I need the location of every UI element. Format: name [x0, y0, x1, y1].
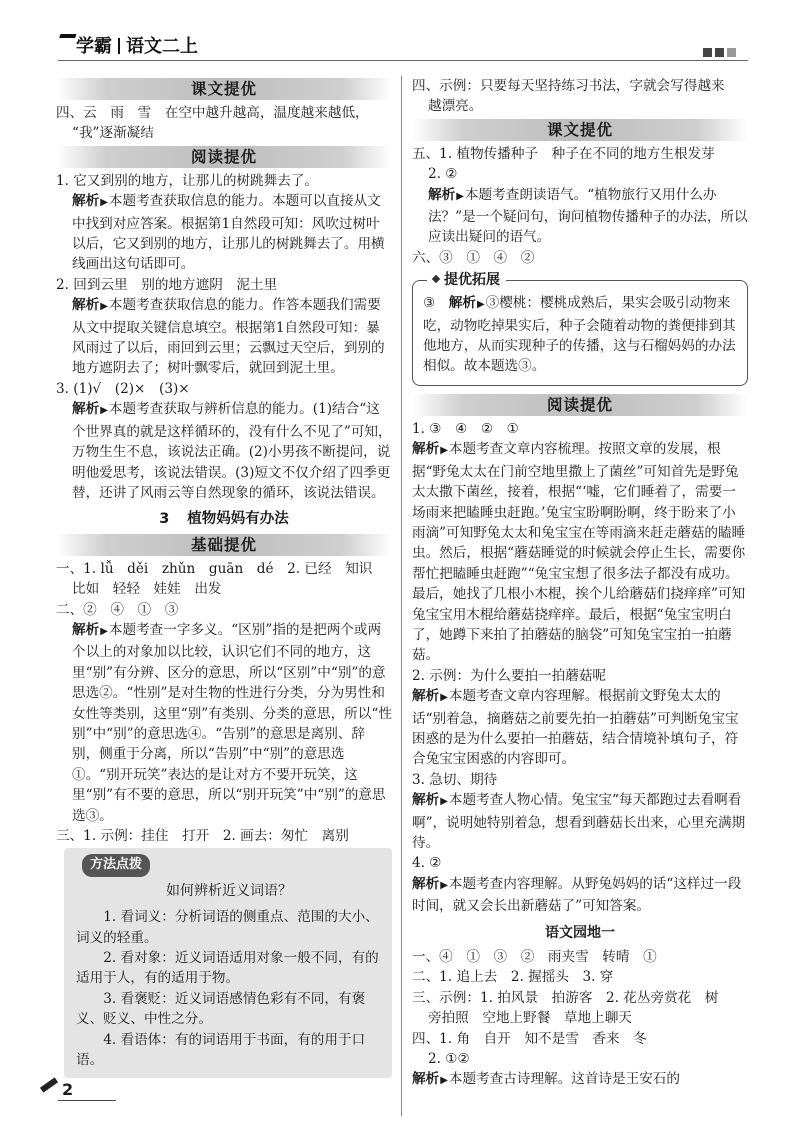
analysis-paragraph	[412, 185, 748, 248]
analysis-paragraph	[56, 620, 392, 826]
section-title-kewen: 课文提优	[56, 78, 392, 100]
analysis-text: 本题考查内容理解。从野兔妈妈的话“这样过一段时间，就又会长出新蘑菇了”可知答案。	[412, 875, 742, 915]
graduation-cap-icon	[55, 34, 76, 48]
answer-line: 2. 回到云里 别的地方遮阴 泥土里	[56, 276, 278, 293]
answer-line: 2. 示例：为什么要拍一拍蘑菇呢	[412, 667, 607, 684]
answer-line: 三、示例：1. 拍风景 拍游客 2. 花丛旁赏花 树	[412, 989, 719, 1006]
analysis-label: 解析 ▶	[412, 1071, 449, 1087]
analysis-text: 本题考查文章内容梳理。按照文章的发展，根据“野兔太太在门前空地里撒上了菌丝”可知首先是野兔太太撒下菌丝，接着，根据“‘嘘，它们睡着了，需要一场雨来把瞌睡虫赶跑。’兔宝宝盼啊盼啊，终于盼来了小雨滴”可知野兔太太和兔宝宝在等雨滴来赶走蘑菇的瞌睡虫。然后，根据“蘑菇睡觉的时候就会停止生长，需要你帮忙把瞌睡虫赶跑”“兔宝宝想了很多法子都没有成功。最后，她找了几根小木棍，挨个儿给蘑菇们挠痒痒”可知兔宝宝用木棍给蘑菇挠痒痒。最后，根据“兔宝宝明白了，她蹲下来拍了拍蘑菇的脑袋”可知兔宝宝拍一拍蘑菇。	[412, 441, 746, 664]
method-item: 4. 看语体：有的词语用于书面，有的用于口语。	[76, 1031, 366, 1069]
header-rule	[58, 60, 748, 61]
answer-line: “我”逐渐凝结	[72, 125, 154, 142]
analysis-text: 本题考查人物心情。兔宝宝“每天都跑过去看啊看啊”，说明她特别着急，想看到蘑菇长出来，心里充满期待。	[412, 792, 746, 851]
header-squares-decoration	[700, 42, 736, 61]
header-separator	[118, 38, 120, 54]
analysis-paragraph	[412, 874, 748, 917]
analysis-label: 解析 ▶	[72, 297, 109, 313]
analysis-label: 解析 ▶	[412, 441, 449, 457]
pencil-icon	[40, 1077, 58, 1092]
brand-logo	[58, 32, 198, 58]
answer-line: 1. ③ ④ ② ①	[412, 420, 519, 437]
analysis-label: 解析 ▶	[412, 688, 449, 704]
analysis-label: 解析 ▶	[72, 401, 109, 417]
analysis-paragraph	[412, 686, 748, 770]
answer-line: 4. ②	[412, 855, 442, 872]
section-title-jichu: 基础提优	[56, 534, 392, 556]
answer-line: 越漂亮。	[428, 98, 483, 115]
square-icon	[715, 48, 724, 57]
answer-line: 1. 它又到别的地方，让那儿的树跳舞去了。	[56, 172, 318, 189]
method-title: 如何辨析近义词语？	[166, 882, 292, 899]
analysis-text: ③樱桃：樱桃成熟后，果实会吸引动物来吃，动物吃掉果实后，种子会随着动物的粪便排到其他地方，从而实现种子的传播，这与石榴妈妈的办法相似。故本题选③。	[423, 295, 736, 375]
square-icon	[727, 48, 736, 57]
analysis-label: 解析 ▶	[412, 792, 449, 808]
answer-line: 四、1. 角 自开 知不是雪 香来 冬	[412, 1030, 647, 1047]
subsection-title: 语文园地一	[545, 924, 615, 941]
analysis-paragraph	[412, 790, 748, 853]
page-header	[58, 28, 748, 68]
extension-answer: ③	[423, 295, 436, 312]
answer-line: 一、④ ① ③ ② 雨夹雪 转晴 ①	[412, 949, 657, 966]
section-title-yuedu: 阅读提优	[412, 394, 748, 416]
answer-line: 六、③ ① ④ ②	[412, 249, 535, 266]
chapter-number: 3	[159, 511, 170, 528]
analysis-paragraph	[56, 399, 392, 503]
analysis-text: 本题考查古诗理解。这首诗是王安石的	[448, 1071, 680, 1088]
analysis-text: 本题考查获取与辨析信息的能力。(1)结合“这个世界真的就是这样循环的，没有什么不见了”可知，万物生生不息，该说法正确。(2)小男孩不断提问，说明他爱思考，该说法错误。(3)短文不仅介绍了四季更替，还讲了风雨云等自然现象的循环，该说法错误。	[72, 401, 392, 501]
analysis-paragraph	[412, 1069, 748, 1091]
analysis-text: 本题考查获取信息的能力。本题可以直接从文中找到对应答案。根据第1自然段可知：风吹过树叶以后，它又到别的地方，让那儿的树跳舞去了。用横线画出这句话即可。	[72, 193, 385, 273]
answer-line: 二、② ④ ① ③	[56, 601, 179, 618]
book-title: 语文二上	[126, 36, 198, 57]
answer-line: 3. (1)√ (2)× (3)×	[56, 380, 190, 397]
page-number: 2	[62, 1080, 74, 1099]
section-title-kewen: 课文提优	[412, 119, 748, 141]
extension-box	[412, 272, 748, 386]
analysis-paragraph	[56, 295, 392, 379]
analysis-paragraph	[412, 439, 748, 665]
chapter-heading	[56, 509, 392, 529]
method-tips-box	[64, 848, 392, 1078]
answer-line: 二、1. 追上去 2. 握摇头 3. 穿	[412, 969, 614, 986]
answer-line: 2. ②	[428, 166, 458, 183]
right-column	[412, 76, 748, 1092]
answer-line: 比如 轻轻 娃娃 出发	[72, 581, 222, 598]
analysis-label: 解析 ▶	[428, 187, 465, 203]
section-title-yuedu: 阅读提优	[56, 146, 392, 168]
answer-line: 四、云 雨 雪 在空中越升越高，温度越来越低，	[56, 105, 369, 121]
analysis-paragraph	[56, 191, 392, 275]
extension-paragraph	[423, 293, 737, 377]
method-item: 3. 看褒贬：近义词语感情色彩有不同，有褒义、贬义、中性之分。	[76, 990, 366, 1028]
method-tag: 方法点拨	[82, 854, 150, 876]
analysis-label: 解析 ▶	[412, 876, 449, 892]
answer-line: 五、1. 植物传播种子 种子在不同的地方生根发芽	[412, 145, 715, 162]
answer-line: 三、1. 示例：挂住 打开 2. 画去：匆忙 离别	[56, 828, 349, 844]
analysis-text: 本题考查朗读语气。“植物旅行又用什么办法？”是一个疑问句，询问植物传播种子的办法，所以应读出疑问的语气。	[428, 186, 748, 246]
analysis-label: 解析 ▶	[449, 295, 486, 311]
analysis-text: 本题考查一字多义。“区别”指的是把两个或两个以上的对象加以比较，认识它们不同的地方，这里“别”有分辨、区分的意思，所以“区别”中“别”的意思选②。“性别”是对生物的性进行分类，分为男性和女性等类别，这里“别”有类别、分类的意思，所以“性别”中“别”的意思选④。“告别”的意思是离别、辞别，侧重于分离，所以“告别”中“别”的意思选①。“别开玩笑”表达的是让对方不要开玩笑，这里“别”有不要的意思，所以“别开玩笑”中“别”的意思选③。	[72, 621, 392, 824]
footer-rule	[58, 1100, 116, 1101]
answer-line: 3. 急切、期待	[412, 771, 498, 788]
extension-tag: 提优拓展	[427, 270, 506, 290]
method-item: 1. 看词义：分析词语的侧重点、范围的大小、词义的轻重。	[76, 909, 379, 946]
analysis-label: 解析 ▶	[72, 622, 109, 638]
answer-line: 一、1. lǚ děi zhǔn guān dé 2. 已经 知识	[56, 560, 373, 577]
square-icon	[703, 48, 712, 57]
method-item: 2. 看对象：近义词语适用对象一般不同，有的适用于人，有的适用于物。	[76, 950, 379, 987]
analysis-text: 本题考查文章内容理解。根据前文野兔太太的话“别着急，摘蘑菇之前要先拍一拍蘑菇”可判断兔宝宝困惑的是为什么要拍一拍蘑菇，结合情境补填句子，符合兔宝宝困惑的内容即可。	[412, 688, 739, 768]
brand-name: 学霸	[76, 36, 112, 57]
chapter-title: 植物妈妈有办法	[187, 511, 289, 528]
analysis-text: 本题考查获取信息的能力。作答本题我们需要从文中提取关键信息填空。根据第1自然段可知：暴风雨过了以后，雨回到云里；云飘过天空后，到别的地方遮阴去了；树叶飘零后，就回到泥土里。	[72, 297, 385, 377]
answer-line: 2. ①②	[428, 1051, 470, 1068]
column-divider	[401, 76, 402, 1116]
answer-line: 四、示例：只要每天坚持练习书法，字就会写得越来	[412, 78, 725, 94]
left-column	[56, 76, 392, 1078]
answer-line: 旁拍照 空地上野餐 草地上聊天	[428, 1010, 632, 1027]
analysis-label: 解析 ▶	[72, 193, 109, 209]
